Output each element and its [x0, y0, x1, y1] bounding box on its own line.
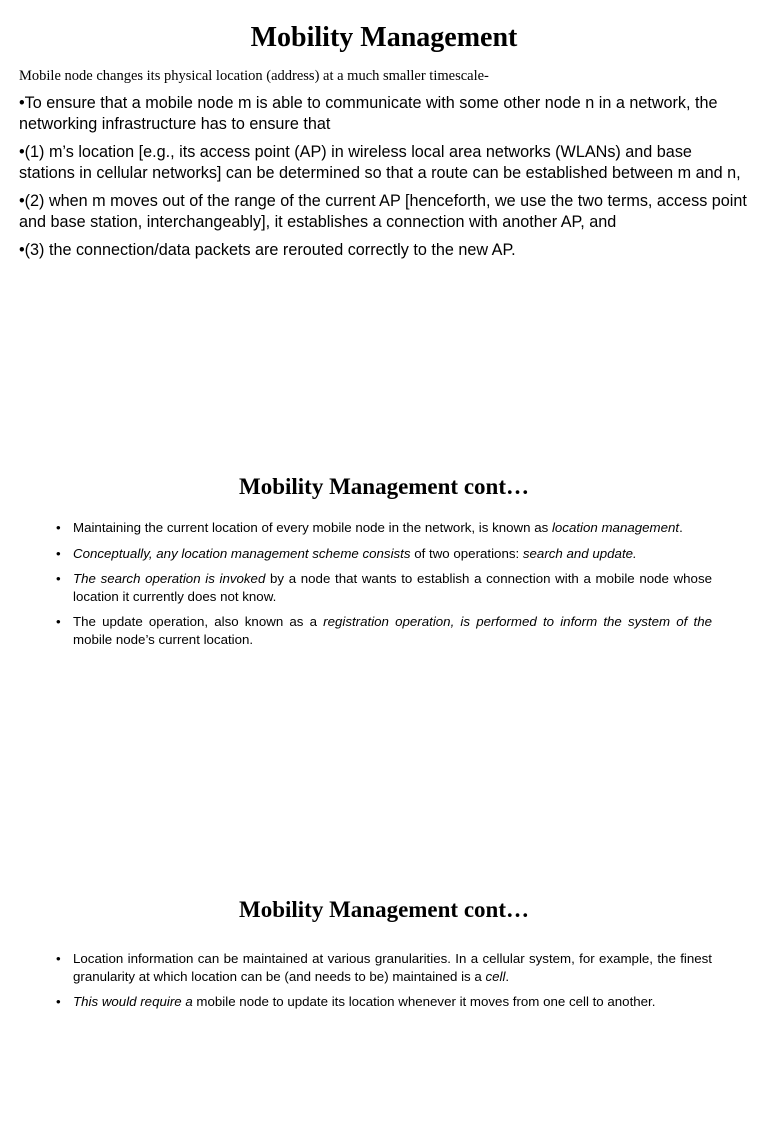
- bullet-text: Location information can be maintained at various granularities. In a cellular system, for example, the finest granularity at which location can be (and needs to be) maintained is a: [73, 951, 712, 984]
- bullet-marker: •: [56, 994, 61, 1009]
- bullet-item: [56, 993, 712, 1011]
- bullet-item: [56, 570, 712, 605]
- bullet-text: mobile node’s current location.: [73, 631, 254, 647]
- bullet-text: by a node that wants to establish a connection with a mobile node whose location it currently does not know.: [73, 571, 712, 604]
- bullet-marker: •: [56, 520, 61, 535]
- bullet-marker: •: [56, 571, 61, 586]
- slide-title: Mobility Management cont…: [238, 474, 529, 499]
- slide-title: Mobility Management: [250, 22, 518, 53]
- bullet-list: [56, 519, 712, 656]
- bullet-item: •(2) when m moves out of the range of the current AP [henceforth, we use the two terms, access point and base station, interchangeably], it establishes a connection with another AP, and: [19, 192, 747, 231]
- bullet-text-emphasis: cell: [485, 968, 506, 984]
- bullet-text: of two operations:: [410, 545, 523, 561]
- bullet-item: •To ensure that a mobile node m is able to communicate with some other node n in a network, the networking infrastructure has to ensure that: [19, 94, 718, 133]
- bullet-text: .: [679, 520, 683, 535]
- bullet-item: [56, 613, 712, 648]
- bullet-item: [56, 545, 712, 563]
- bullet-text: Maintaining the current location of every mobile node in the network, is known as: [73, 520, 552, 535]
- bullet-text-emphasis: The search operation is invoked: [73, 571, 266, 586]
- bullet-item: [56, 519, 712, 537]
- slide-1: [0, 0, 768, 430]
- bullet-item: •(1) m’s location [e.g., its access point (AP) in wireless local area networks (WLANs) and base stations in cellular networks] can be determined so that a route can be established between m and n,: [19, 143, 741, 182]
- slide-subtitle: Mobile node changes its physical location (address) at a much smaller timescale-: [19, 68, 489, 84]
- bullet-text-emphasis: registration operation, is performed to inform the system of the: [323, 614, 712, 629]
- bullet-list: [19, 93, 749, 269]
- bullet-text-emphasis: location management: [551, 520, 680, 535]
- bullet-text: .: [505, 968, 510, 984]
- slide-3: [0, 893, 768, 1133]
- bullet-text: mobile node to update its location whenever it moves from one cell to another.: [192, 994, 656, 1009]
- bullet-text: The update operation, also known as a: [73, 614, 324, 629]
- bullet-text-emphasis: search and update.: [522, 545, 637, 561]
- bullet-marker: •: [56, 545, 61, 561]
- slide-2: [0, 470, 768, 710]
- bullet-text-emphasis: This would require a: [73, 994, 193, 1009]
- bullet-text-emphasis: Conceptually, any location management scheme consists: [73, 545, 411, 561]
- bullet-marker: •: [56, 614, 61, 629]
- bullet-item: •(3) the connection/data packets are rerouted correctly to the new AP.: [19, 241, 516, 259]
- bullet-marker: •: [56, 951, 61, 966]
- slide-title: Mobility Management cont…: [238, 897, 529, 922]
- bullet-list: [56, 950, 712, 1019]
- bullet-item: [56, 950, 712, 985]
